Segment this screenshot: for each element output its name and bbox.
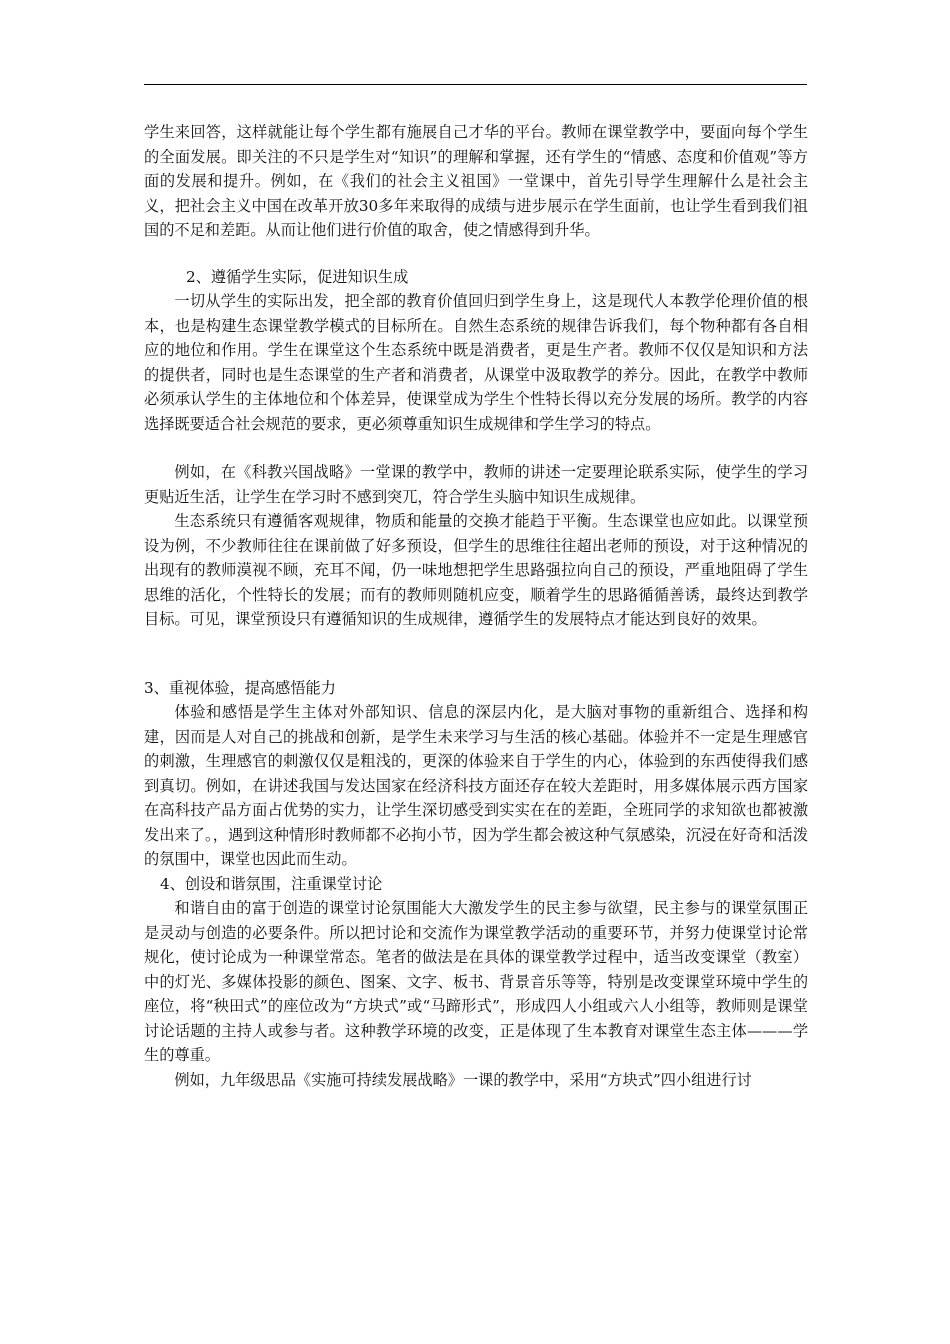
spacer [144, 632, 808, 676]
paragraph-3: 例如，在《科教兴国战略》一堂课的教学中，教师的讲述一定要理论联系实际，使学生的学习更贴近生活，让学生在学习时不感到突兀，符合学生头脑中知识生成规律。 [144, 463, 808, 506]
paragraph-7: 例如，九年级思品《实施可持续发展战略》一课的教学中，采用“方块式”四小组进行讨 [174, 1070, 752, 1089]
section-heading-3: 3、重视体验，提高感悟能力 [144, 678, 336, 697]
section-heading-4: 4、创设和谐氛围，注重课堂讨论 [160, 874, 383, 893]
paragraph-5: 体验和感悟是学生主体对外部知识、信息的深层内化，是大脑对事物的重新组合、选择和构建，因而是人对自己的挑战和创新，是学生未来学习与生活的核心基础。体验并不一定是生理感官的刺激，生理感官的刺激仅仅是粗浅的，更深的体验来自于学生的内心，体验到的东西使得我们感到真切。例如，在讲述我国与发达国家在经济科技方面还存在较大差距时，用多媒体展示西方国家在高科技产品方面占优势的实力，让学生深切感受到实实在在的差距，全班同学的求知欲也都被激发出来了。，遇到这种情形时教师都不必拘小节，因为学生都会被这种气氛感染，沉浸在好奇和活泼的氛围中，课堂也因此而生动。 [144, 703, 808, 868]
header-rule [144, 84, 807, 85]
paragraph-4: 生态系统只有遵循客观规律，物质和能量的交换才能趋于平衡。生态课堂也应如此。以课堂预设为例，不少教师往往在课前做了好多预设，但学生的思维往往超出老师的预设，对于这种情况的出现有的教师漠视不顾，充耳不闻，仍一味地想把学生思路强拉向自己的预设，严重地阻碍了学生思维的活化，个性特长的发展；而有的教师则随机应变，顺着学生的思路循循善诱，最终达到教学目标。可见，课堂预设只有遵循知识的生成规律，遵循学生的发展特点才能达到良好的效果。 [144, 512, 808, 628]
spacer [144, 436, 808, 460]
spacer [144, 243, 808, 265]
paragraph-6: 和谐自由的富于创造的课堂讨论氛围能大大激发学生的民主参与欲望，民主参与的课堂氛围正是灵动与创造的必要条件。所以把讨论和交流作为课堂教学活动的重要环节，并努力使课堂讨论常规化，使讨论成为一种课堂常态。笔者的做法是在具体的课堂教学过程中，适当改变课堂（教室）中的灯光、多媒体投影的颜色、图案、文字、板书、背景音乐等等，特别是改变课堂环境中学生的座位，将“秧田式”的座位改为“方块式”或“马蹄形式”，形成四人小组或六人小组等，教师则是课堂讨论话题的主持人或参与者。这种教学环境的改变，正是体现了生本教育对课堂生态主体———学生的尊重。 [144, 899, 808, 1064]
document-body [144, 120, 808, 1092]
paragraph-1: 学生来回答，这样就能让每个学生都有施展自己才华的平台。教师在课堂教学中，要面向每个学生的全面发展。即关注的不只是学生对“知识”的理解和掌握，还有学生的“情感、态度和价值观”等方面的发展和提升。例如，在《我们的社会主义祖国》一堂课中，首先引导学生理解什么是社会主义，把社会主义中国在改革开放30多年来取得的成绩与进步展示在学生面前，也让学生看到我们祖国的不足和差距。从而让他们进行价值的取舍，使之情感得到升华。 [144, 123, 808, 239]
paragraph-2: 一切从学生的实际出发，把全部的教育价值回归到学生身上，这是现代人本教学伦理价值的根本，也是构建生态课堂教学模式的目标所在。自然生态系统的规律告诉我们，每个物种都有各自相应的地位和作用。学生在课堂这个生态系统中既是消费者，更是生产者。教师不仅仅是知识和方法的提供者，同时也是生态课堂的生产者和消费者，从课堂中汲取教学的养分。因此，在教学中教师必须承认学生的主体地位和个体差异，使课堂成为学生个性特长得以充分发展的场所。教学的内容选择既要适合社会规范的要求，更必须尊重知识生成规律和学生学习的特点。 [144, 292, 808, 433]
section-heading-2: 2、遵循学生实际，促进知识生成 [186, 267, 409, 286]
